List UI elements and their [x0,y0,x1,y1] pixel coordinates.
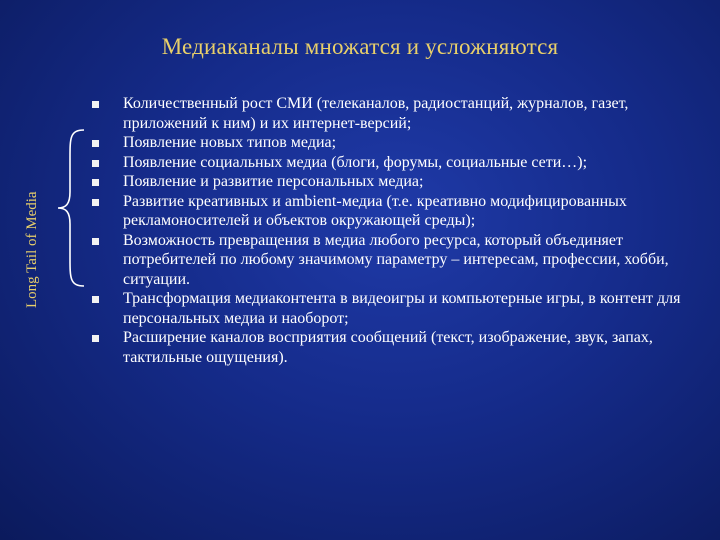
square-bullet-icon [92,179,99,186]
bullet-text: Трансформация медиаконтента в видеоигры и компьютерные игры, в контент для персональных медиа и наоборот; [123,290,681,327]
bullet-text: Появление и развитие персональных медиа; [123,173,424,190]
square-bullet-icon [92,238,99,245]
square-bullet-icon [92,335,99,342]
bullet-text: Появление новых типов медиа; [123,134,337,151]
bullet-text: Развитие креативных и ambient-медиа (т.е. креативно модифицированных рекламоносителей и объектов окружающей среды); [123,192,627,229]
bullet-text: Количественный рост СМИ (телеканалов, радиостанций, журналов, газет, приложений к ним) и их интернет-версий; [123,95,629,132]
list-item [92,328,702,367]
list-item [92,133,702,153]
list-item [92,153,702,173]
side-label: Long Tail of Media [24,191,40,308]
left-curly-brace-icon [56,128,86,288]
square-bullet-icon [92,296,99,303]
square-bullet-icon [92,199,99,206]
list-item [92,289,702,328]
bullet-text: Расширение каналов восприятия сообщений (текст, изображение, звук, запах, тактильные ощущения). [123,329,653,366]
bullet-text: Возможность превращения в медиа любого ресурса, который объединяет потребителей по любому значимому параметру – интересам, профессии, хобби, ситуации. [123,231,669,288]
square-bullet-icon [92,101,99,108]
list-item [92,172,702,192]
square-bullet-icon [92,140,99,147]
list-item [92,94,702,133]
list-item [92,231,702,290]
slide-title: Медиаканалы множатся и усложняются [161,34,559,59]
bullet-text: Появление социальных медиа (блоги, форумы, социальные сети…); [123,153,588,171]
square-bullet-icon [92,160,99,167]
bullet-list [92,94,702,367]
list-item [92,192,702,231]
